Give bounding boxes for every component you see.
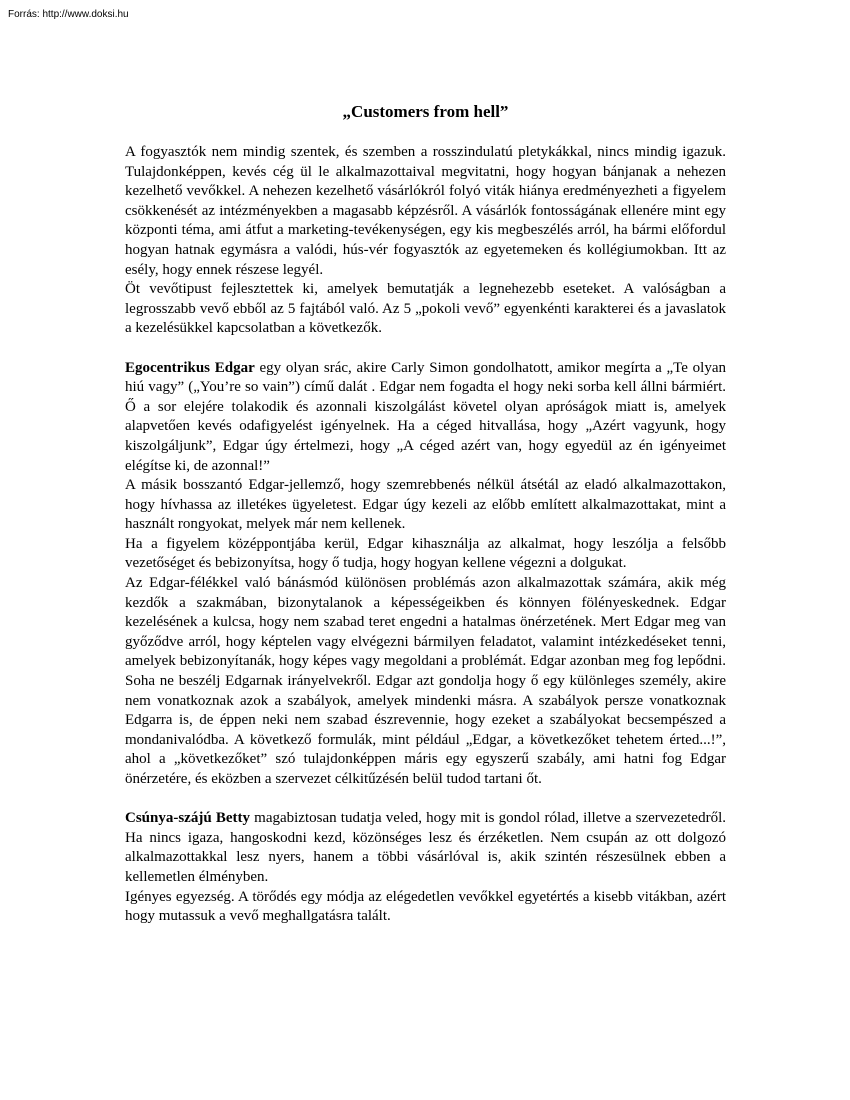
edgar-paragraph-1 xyxy=(125,359,726,477)
edgar-heading: Egocentrikus Edgar xyxy=(125,359,255,376)
betty-paragraph-1 xyxy=(125,809,726,887)
betty-heading: Csúnya-szájú Betty xyxy=(125,810,250,827)
document-body xyxy=(125,143,726,927)
intro-paragraph-1: A fogyasztók nem mindig szentek, és szemben a rosszindulatú pletykákkal, nincs mindig igazuk. Tulajdonképpen, kevés cég ül le alkalmazottaival megvitatni, hogy hogyan bánjanak a nehezen kezelhető vevőkkel. A nehezen kezelhető vásárlókról folyó viták hiánya eredményezheti a figyelem csökkenését az intézményekben a magasabb képzésről. A vásárlók fontosságának ellenére mint egy központi téma, ami átfut a marketing-tevékenységen, egy kis megbeszélés arról, ha bármi előfordul hogyan hatnak egymásra a valódi, hús-vér fogyasztók az egyetemeken és kollégiumokban. Itt az esély, hogy ennek részese legyél. xyxy=(125,144,726,278)
edgar-paragraph-2: A másik bosszantó Edgar-jellemző, hogy szemrebbenés nélkül átsétál az eladó alkalmazottakon, hogy hívhassa az illetékes ügyeletest. Edgar úgy kezeli az előbb említett alkalmazottakat, mint a használt rongyokat, melyek már nem kellenek. xyxy=(125,477,726,533)
edgar-paragraph-1-text: egy olyan srác, akire Carly Simon gondolhatott, amikor megírta a „Te olyan hiú vagy” („You’re so vain”) című dalát . Edgar nem fogadta el hogy neki sorba kell állni bármiért. Ő a sor elejére tolakodik és azonnali kiszolgálást követel olyan apróságok miatt is, amelyek alapvetően kevés odafigyelést igényelnek. Ha a céged hitvallása, hogy „Azért vagyunk, hogy kiszolgáljunk”, Edgar úgy értelmezi, hogy „A céged azért van, hogy egyedül az én igényeimet elégítse ki, de azonnal!” xyxy=(125,359,726,474)
intro-paragraph-2: Öt vevőtipust fejlesztettek ki, amelyek bemutatják a legnehezebb eseteket. A valóságban a legrosszabb vevő ebből az 5 fajtából való. Az 5 „pokoli vevő” egyenkénti karakterei és a javaslatok a kezelésükkel kapcsolatban a következők. xyxy=(125,281,726,337)
betty-paragraph-1-text: magabiztosan tudatja veled, hogy mit is gondol rólad, illetve a szervezetedről. Ha nincs igaza, hangoskodni kezd, közönséges lesz és érzéketlen. Nem csupán az ott dolgozó alkalmazottakkal lesz nyers, hanem a többi vásárlóval is, akik szintén részesülnek ebben a kellemetlen élményben. xyxy=(125,810,726,885)
betty-paragraph-2: Igényes egyezség. A törődés egy módja az elégedetlen vevőkkel egyetértés a kisebb vitákban, azért hogy mutassuk a vevő meghallgatásra talált. xyxy=(125,888,726,925)
edgar-paragraph-4: Az Edgar-félékkel való bánásmód különösen problémás azon alkalmazottak számára, akik még kezdők a szakmában, bizonytalanok a képességeikben és könnyen fölényeskednek. Edgar kezelésének a kulcsa, hogy nem szabad teret engedni a hatalmas önérzetének. Mert Edgar meg van győződve arról, hogy képtelen vagy elvégezni bármilyen feladatot, valamint intézkedéseket tenni, amelyek bebizonyítanák, hogy képes vagy megoldani a problémát. Edgar azonban meg fog lepődni. Soha ne beszélj Edgarnak irányelvekről. Edgar azt gondolja hogy ő egy különleges személy, akire nem vonatkoznak azok a szabályok, amelyek mindenki másra. A szabályok persze vonatkoznak Edgarra is, de éppen neki nem szabad észrevennie, hogy ezeket a szabályokat becsempészed a mondanivalódba. A következő formulák, mint például „Edgar, a következőket tehetem érted...!”, ahol a „következőket” szó tulajdonképpen máris egy egyszerű szabály, ami hatni fog Edgar önérzetére, és eközben a szervezet célkitűzésén belül tudod tartani őt. xyxy=(125,575,726,787)
edgar-paragraph-3: Ha a figyelem középpontjába kerül, Edgar kihasználja az alkalmat, hogy leszólja a felsőbb vezetőséget és bebizonyítsa, hogy ő tudja, hogy hogyan kellene végezni a dolgukat. xyxy=(125,535,726,572)
section-betty xyxy=(125,809,726,927)
document-title: „Customers from hell” xyxy=(342,102,509,121)
source-line: Forrás: http://www.doksi.hu xyxy=(8,9,129,20)
section-edgar xyxy=(125,359,726,790)
